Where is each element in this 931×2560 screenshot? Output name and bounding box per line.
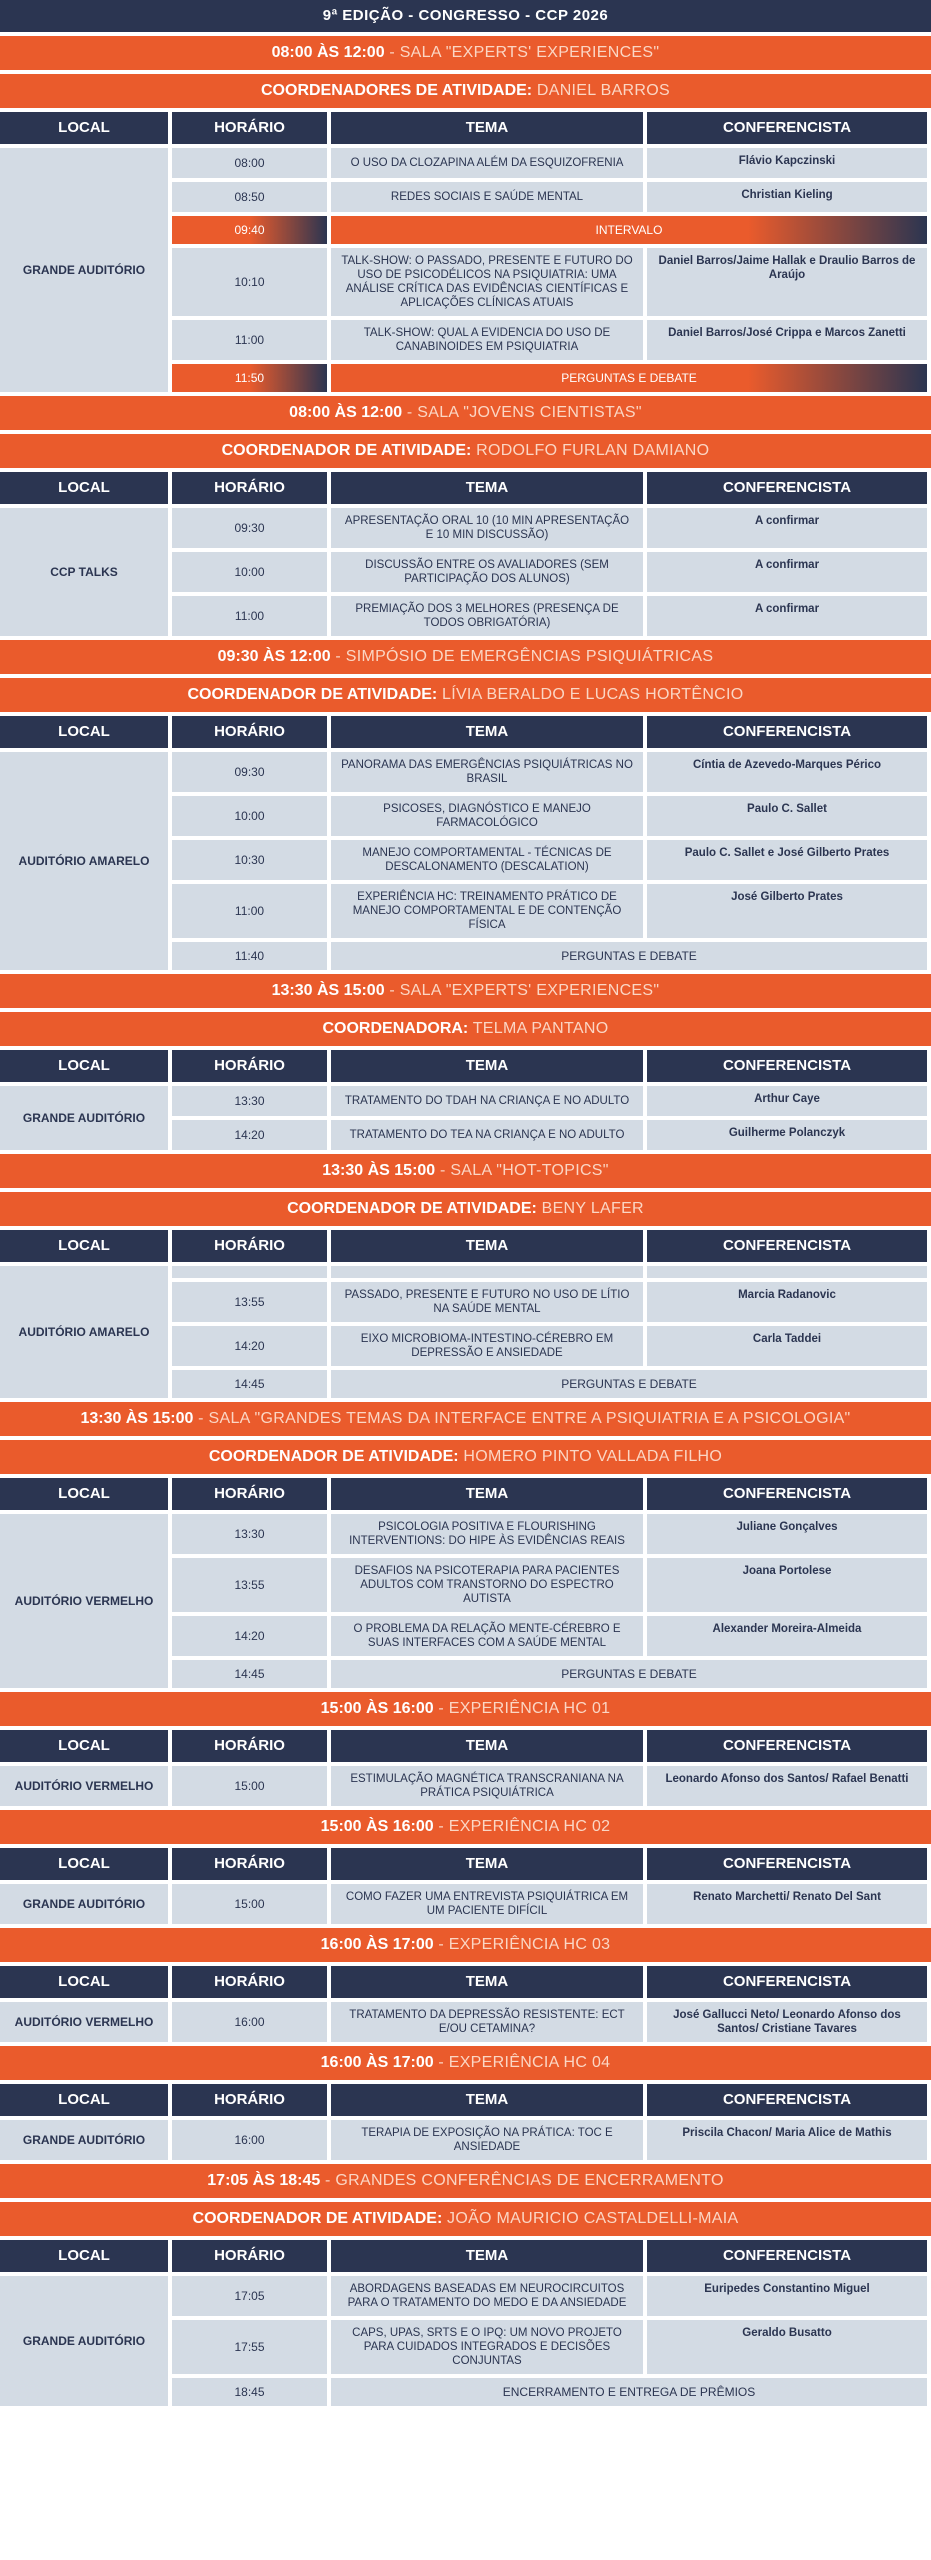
time-cell: 14:20 <box>172 1616 327 1656</box>
time-cell: 11:50 <box>172 364 327 392</box>
coordinator-label: COORDENADOR DE ATIVIDADE: <box>187 686 438 703</box>
header-tema: TEMA <box>331 1230 643 1262</box>
header-local: LOCAL <box>0 1230 168 1262</box>
time-cell: 14:20 <box>172 1326 327 1366</box>
conferencista-cell: Guilherme Polanczyk <box>647 1120 927 1150</box>
header-conferencista: CONFERENCISTA <box>647 1230 927 1262</box>
table-row <box>172 840 931 880</box>
table-row <box>172 1766 931 1806</box>
header-conferencista: CONFERENCISTA <box>647 2240 927 2272</box>
table-row <box>172 1282 931 1322</box>
span-cell: INTERVALO <box>331 216 927 244</box>
time-cell: 13:30 <box>172 1514 327 1554</box>
span-cell: ENCERRAMENTO E ENTREGA DE PRÊMIOS <box>331 2378 927 2406</box>
session-table <box>0 2276 931 2406</box>
header-local: LOCAL <box>0 1966 168 1998</box>
table-row <box>172 2276 931 2316</box>
table-row <box>172 182 931 212</box>
conferencista-cell <box>647 1266 927 1278</box>
time-cell: 17:05 <box>172 2276 327 2316</box>
conferencista-cell: A confirmar <box>647 552 927 592</box>
tema-cell: PSICOLOGIA POSITIVA E FLOURISHING INTERVENTIONS: DO HIPE ÀS EVIDÊNCIAS REAIS <box>331 1514 643 1554</box>
session-time-band <box>0 36 931 70</box>
header-conferencista: CONFERENCISTA <box>647 1730 927 1762</box>
table-row <box>172 552 931 592</box>
session-rows <box>172 1514 931 1688</box>
tema-cell: MANEJO COMPORTAMENTAL - TÉCNICAS DE DESCALONAMENTO (DESCALATION) <box>331 840 643 880</box>
local-cell: AUDITÓRIO AMARELO <box>0 752 168 970</box>
time-cell: 11:00 <box>172 320 327 360</box>
header-tema: TEMA <box>331 716 643 748</box>
coordinator-label: COORDENADOR DE ATIVIDADE: <box>192 2210 443 2227</box>
header-horario: HORÁRIO <box>172 2084 327 2116</box>
tema-cell: COMO FAZER UMA ENTREVISTA PSIQUIÁTRICA EM UM PACIENTE DIFÍCIL <box>331 1884 643 1924</box>
local-cell: GRANDE AUDITÓRIO <box>0 1086 168 1150</box>
session-table <box>0 1514 931 1688</box>
time-cell: 16:00 <box>172 2120 327 2160</box>
session-rows <box>172 2120 931 2160</box>
tema-cell: REDES SOCIAIS E SAÚDE MENTAL <box>331 182 643 212</box>
session-time: 13:30 ÀS 15:00 <box>322 1162 436 1179</box>
table-row <box>172 2320 931 2374</box>
table-header <box>0 112 931 144</box>
sessions-container <box>0 36 931 2406</box>
session-time-band <box>0 1692 931 1726</box>
header-tema: TEMA <box>331 1050 643 1082</box>
table-row <box>172 1558 931 1612</box>
header-horario: HORÁRIO <box>172 472 327 504</box>
tema-cell: DESAFIOS NA PSICOTERAPIA PARA PACIENTES ADULTOS COM TRANSTORNO DO ESPECTRO AUTISTA <box>331 1558 643 1612</box>
session-time-band <box>0 396 931 430</box>
conferencista-cell: Paulo C. Sallet e José Gilberto Prates <box>647 840 927 880</box>
header-local: LOCAL <box>0 2084 168 2116</box>
time-cell: 10:00 <box>172 796 327 836</box>
table-row <box>172 2120 931 2160</box>
table-header <box>0 1848 931 1880</box>
table-header <box>0 2240 931 2272</box>
table-header <box>0 1966 931 1998</box>
tema-cell: ABORDAGENS BASEADAS EM NEUROCIRCUITOS PARA O TRATAMENTO DO MEDO E DA ANSIEDADE <box>331 2276 643 2316</box>
coordinator-label: COORDENADOR DE ATIVIDADE: <box>287 1200 537 1217</box>
header-local: LOCAL <box>0 716 168 748</box>
coordinator-band <box>0 1440 931 1474</box>
local-cell: GRANDE AUDITÓRIO <box>0 148 168 392</box>
session-rows <box>172 508 931 636</box>
time-cell: 09:30 <box>172 752 327 792</box>
tema-cell: PREMIAÇÃO DOS 3 MELHORES (PRESENÇA DE TODOS OBRIGATÓRIA) <box>331 596 643 636</box>
session-time: 16:00 ÀS 17:00 <box>320 2054 434 2071</box>
table-header <box>0 472 931 504</box>
conferencista-cell: Arthur Caye <box>647 1086 927 1116</box>
session-rows <box>172 752 931 970</box>
header-conferencista: CONFERENCISTA <box>647 472 927 504</box>
session-time-band <box>0 1928 931 1962</box>
header-tema: TEMA <box>331 2084 643 2116</box>
conferencista-cell: Cíntia de Azevedo-Marques Périco <box>647 752 927 792</box>
session-time: 08:00 ÀS 12:00 <box>289 404 403 421</box>
tema-cell: APRESENTAÇÃO ORAL 10 (10 MIN APRESENTAÇÃO E 10 MIN DISCUSSÃO) <box>331 508 643 548</box>
header-horario: HORÁRIO <box>172 1230 327 1262</box>
table-row <box>172 1514 931 1554</box>
table-row <box>172 2002 931 2042</box>
conferencista-cell: Joana Portolese <box>647 1558 927 1612</box>
session-time-band <box>0 640 931 674</box>
header-conferencista: CONFERENCISTA <box>647 1848 927 1880</box>
session-rows <box>172 1766 931 1806</box>
session-room: - SALA "EXPERTS' EXPERIENCES" <box>384 982 660 999</box>
conferencista-cell: A confirmar <box>647 596 927 636</box>
table-row <box>172 1120 931 1150</box>
tema-cell: PANORAMA DAS EMERGÊNCIAS PSIQUIÁTRICAS NO BRASIL <box>331 752 643 792</box>
table-row <box>172 320 931 360</box>
tema-cell: TALK-SHOW: QUAL A EVIDENCIA DO USO DE CANABINOIDES EM PSIQUIATRIA <box>331 320 643 360</box>
header-local: LOCAL <box>0 1848 168 1880</box>
session-rows <box>172 2276 931 2406</box>
table-header <box>0 716 931 748</box>
time-cell: 09:30 <box>172 508 327 548</box>
header-conferencista: CONFERENCISTA <box>647 2084 927 2116</box>
conferencista-cell: Euripedes Constantino Miguel <box>647 2276 927 2316</box>
session-room: - SIMPÓSIO DE EMERGÊNCIAS PSIQUIÁTRICAS <box>330 648 714 665</box>
coordinator-band <box>0 2202 931 2236</box>
tema-cell <box>331 1266 643 1278</box>
time-cell: 17:55 <box>172 2320 327 2374</box>
coordinator-name: TELMA PANTANO <box>468 1020 609 1037</box>
header-horario: HORÁRIO <box>172 1966 327 1998</box>
header-conferencista: CONFERENCISTA <box>647 1478 927 1510</box>
session-time-band <box>0 2164 931 2198</box>
conferencista-cell: Alexander Moreira-Almeida <box>647 1616 927 1656</box>
table-row <box>172 2378 931 2406</box>
header-horario: HORÁRIO <box>172 1848 327 1880</box>
session-time-band <box>0 1402 931 1436</box>
session-time: 13:30 ÀS 15:00 <box>271 982 385 999</box>
conferencista-cell: A confirmar <box>647 508 927 548</box>
header-horario: HORÁRIO <box>172 1730 327 1762</box>
session-table <box>0 1884 931 1924</box>
span-cell: PERGUNTAS E DEBATE <box>331 1370 927 1398</box>
conferencista-cell: José Gallucci Neto/ Leonardo Afonso dos Santos/ Cristiane Tavares <box>647 2002 927 2042</box>
tema-cell: O USO DA CLOZAPINA ALÉM DA ESQUIZOFRENIA <box>331 148 643 178</box>
time-cell: 11:00 <box>172 884 327 938</box>
session-room: - SALA "JOVENS CIENTISTAS" <box>402 404 642 421</box>
conferencista-cell: Carla Taddei <box>647 1326 927 1366</box>
tema-cell: O PROBLEMA DA RELAÇÃO MENTE-CÉREBRO E SUAS INTERFACES COM A SAÚDE MENTAL <box>331 1616 643 1656</box>
header-tema: TEMA <box>331 2240 643 2272</box>
session-table <box>0 1266 931 1398</box>
table-row <box>172 508 931 548</box>
table-row <box>172 216 931 244</box>
coordinator-name: DANIEL BARROS <box>532 82 670 99</box>
table-row <box>172 1884 931 1924</box>
local-cell: GRANDE AUDITÓRIO <box>0 2120 168 2160</box>
coordinator-band <box>0 1012 931 1046</box>
coordinator-name: LÍVIA BERALDO E LUCAS HORTÊNCIO <box>437 686 744 703</box>
header-tema: TEMA <box>331 472 643 504</box>
header-tema: TEMA <box>331 112 643 144</box>
table-row <box>172 1616 931 1656</box>
table-row <box>172 364 931 392</box>
time-cell: 11:40 <box>172 942 327 970</box>
coordinator-label: COORDENADOR DE ATIVIDADE: <box>221 442 472 459</box>
tema-cell: EIXO MICROBIOMA-INTESTINO-CÉREBRO EM DEPRESSÃO E ANSIEDADE <box>331 1326 643 1366</box>
header-horario: HORÁRIO <box>172 716 327 748</box>
header-tema: TEMA <box>331 1730 643 1762</box>
header-conferencista: CONFERENCISTA <box>647 1050 927 1082</box>
coordinator-band <box>0 74 931 108</box>
table-row <box>172 1266 931 1278</box>
tema-cell: PSICOSES, DIAGNÓSTICO E MANEJO FARMACOLÓGICO <box>331 796 643 836</box>
time-cell <box>172 1266 327 1278</box>
tema-cell: TRATAMENTO DO TDAH NA CRIANÇA E NO ADULTO <box>331 1086 643 1116</box>
session-rows <box>172 148 931 392</box>
session-room: - EXPERIÊNCIA HC 04 <box>433 2054 611 2071</box>
table-header <box>0 1478 931 1510</box>
conferencista-cell: Leonardo Afonso dos Santos/ Rafael Benatti <box>647 1766 927 1806</box>
time-cell: 11:00 <box>172 596 327 636</box>
header-horario: HORÁRIO <box>172 112 327 144</box>
header-conferencista: CONFERENCISTA <box>647 112 927 144</box>
conferencista-cell: Marcia Radanovic <box>647 1282 927 1322</box>
session-room: - SALA "EXPERTS' EXPERIENCES" <box>384 44 660 61</box>
time-cell: 08:00 <box>172 148 327 178</box>
session-time-band <box>0 1154 931 1188</box>
table-row <box>172 1370 931 1398</box>
coordinator-band <box>0 434 931 468</box>
session-room: - EXPERIÊNCIA HC 01 <box>433 1700 611 1717</box>
conferencista-cell: Paulo C. Sallet <box>647 796 927 836</box>
local-cell: AUDITÓRIO VERMELHO <box>0 1766 168 1806</box>
conferencista-cell: Daniel Barros/Jaime Hallak e Draulio Barros de Araújo <box>647 248 927 316</box>
local-cell: GRANDE AUDITÓRIO <box>0 2276 168 2406</box>
table-row <box>172 1660 931 1688</box>
local-cell: CCP TALKS <box>0 508 168 636</box>
table-row <box>172 884 931 938</box>
header-horario: HORÁRIO <box>172 2240 327 2272</box>
time-cell: 13:30 <box>172 1086 327 1116</box>
span-cell: PERGUNTAS E DEBATE <box>331 942 927 970</box>
header-tema: TEMA <box>331 1478 643 1510</box>
time-cell: 13:55 <box>172 1282 327 1322</box>
header-local: LOCAL <box>0 1730 168 1762</box>
table-header <box>0 2084 931 2116</box>
header-local: LOCAL <box>0 472 168 504</box>
session-time-band <box>0 2046 931 2080</box>
coordinator-label: COORDENADORES DE ATIVIDADE: <box>261 82 533 99</box>
table-header <box>0 1050 931 1082</box>
tema-cell: ESTIMULAÇÃO MAGNÉTICA TRANSCRANIANA NA PRÁTICA PSIQUIÁTRICA <box>331 1766 643 1806</box>
time-cell: 13:55 <box>172 1558 327 1612</box>
coordinator-name: RODOLFO FURLAN DAMIANO <box>471 442 710 459</box>
tema-cell: EXPERIÊNCIA HC: TREINAMENTO PRÁTICO DE MANEJO COMPORTAMENTAL E DE CONTENÇÃO FÍSICA <box>331 884 643 938</box>
table-row <box>172 1326 931 1366</box>
session-room: - SALA "HOT-TOPICS" <box>435 1162 609 1179</box>
session-time: 13:30 ÀS 15:00 <box>80 1410 194 1427</box>
header-conferencista: CONFERENCISTA <box>647 716 927 748</box>
local-cell: GRANDE AUDITÓRIO <box>0 1884 168 1924</box>
coordinator-label: COORDENADORA: <box>322 1020 469 1037</box>
table-row <box>172 1086 931 1116</box>
header-local: LOCAL <box>0 1478 168 1510</box>
session-time: 17:05 ÀS 18:45 <box>207 2172 321 2189</box>
session-rows <box>172 1266 931 1398</box>
tema-cell: TERAPIA DE EXPOSIÇÃO NA PRÁTICA: TOC E ANSIEDADE <box>331 2120 643 2160</box>
time-cell: 08:50 <box>172 182 327 212</box>
tema-cell: PASSADO, PRESENTE E FUTURO NO USO DE LÍTIO NA SAÚDE MENTAL <box>331 1282 643 1322</box>
header-tema: TEMA <box>331 1848 643 1880</box>
header-tema: TEMA <box>331 1966 643 1998</box>
conferencista-cell: Geraldo Busatto <box>647 2320 927 2374</box>
session-room: - SALA "GRANDES TEMAS DA INTERFACE ENTRE A PSIQUIATRIA E A PSICOLOGIA" <box>193 1410 851 1427</box>
time-cell: 14:45 <box>172 1660 327 1688</box>
header-horario: HORÁRIO <box>172 1478 327 1510</box>
session-table <box>0 148 931 392</box>
session-time: 16:00 ÀS 17:00 <box>320 1936 434 1953</box>
session-table <box>0 2120 931 2160</box>
time-cell: 15:00 <box>172 1884 327 1924</box>
conferencista-cell: Christian Kieling <box>647 182 927 212</box>
session-time-band <box>0 1810 931 1844</box>
coordinator-name: BENY LAFER <box>536 1200 644 1217</box>
header-conferencista: CONFERENCISTA <box>647 1966 927 1998</box>
session-rows <box>172 1884 931 1924</box>
table-row <box>172 596 931 636</box>
table-row <box>172 248 931 316</box>
session-time: 15:00 ÀS 16:00 <box>320 1818 434 1835</box>
time-cell: 14:20 <box>172 1120 327 1150</box>
session-table <box>0 752 931 970</box>
conferencista-cell: Flávio Kapczinski <box>647 148 927 178</box>
span-cell: PERGUNTAS E DEBATE <box>331 364 927 392</box>
conferencista-cell: José Gilberto Prates <box>647 884 927 938</box>
table-header <box>0 1730 931 1762</box>
session-time: 09:30 ÀS 12:00 <box>217 648 331 665</box>
local-cell: AUDITÓRIO VERMELHO <box>0 1514 168 1688</box>
coordinator-band <box>0 678 931 712</box>
table-row <box>172 752 931 792</box>
tema-cell: TRATAMENTO DA DEPRESSÃO RESISTENTE: ECT E/OU CETAMINA? <box>331 2002 643 2042</box>
conferencista-cell: Renato Marchetti/ Renato Del Sant <box>647 1884 927 1924</box>
conferencista-cell: Daniel Barros/José Crippa e Marcos Zanetti <box>647 320 927 360</box>
tema-cell: TRATAMENTO DO TEA NA CRIANÇA E NO ADULTO <box>331 1120 643 1150</box>
session-table <box>0 1766 931 1806</box>
time-cell: 10:30 <box>172 840 327 880</box>
coordinator-name: HOMERO PINTO VALLADA FILHO <box>458 1448 723 1465</box>
session-table <box>0 1086 931 1150</box>
table-row <box>172 942 931 970</box>
header-local: LOCAL <box>0 1050 168 1082</box>
table-header <box>0 1230 931 1262</box>
table-row <box>172 148 931 178</box>
session-room: - GRANDES CONFERÊNCIAS DE ENCERRAMENTO <box>320 2172 724 2189</box>
page-title: 9ª EDIÇÃO - CONGRESSO - CCP 2026 <box>0 0 931 32</box>
session-table <box>0 508 931 636</box>
local-cell: AUDITÓRIO VERMELHO <box>0 2002 168 2042</box>
local-cell: AUDITÓRIO AMARELO <box>0 1266 168 1398</box>
session-time: 15:00 ÀS 16:00 <box>320 1700 434 1717</box>
conferencista-cell: Priscila Chacon/ Maria Alice de Mathis <box>647 2120 927 2160</box>
header-local: LOCAL <box>0 112 168 144</box>
session-room: - EXPERIÊNCIA HC 03 <box>433 1936 611 1953</box>
time-cell: 18:45 <box>172 2378 327 2406</box>
session-rows <box>172 1086 931 1150</box>
coordinator-label: COORDENADOR DE ATIVIDADE: <box>208 1448 459 1465</box>
time-cell: 15:00 <box>172 1766 327 1806</box>
conferencista-cell: Juliane Gonçalves <box>647 1514 927 1554</box>
time-cell: 09:40 <box>172 216 327 244</box>
time-cell: 16:00 <box>172 2002 327 2042</box>
session-rows <box>172 2002 931 2042</box>
time-cell: 10:10 <box>172 248 327 316</box>
header-local: LOCAL <box>0 2240 168 2272</box>
tema-cell: CAPS, UPAS, SRTS E O IPQ: UM NOVO PROJETO PARA CUIDADOS INTEGRADOS E DECISÕES CONJUNTAS <box>331 2320 643 2374</box>
session-room: - EXPERIÊNCIA HC 02 <box>433 1818 611 1835</box>
session-time-band <box>0 974 931 1008</box>
span-cell: PERGUNTAS E DEBATE <box>331 1660 927 1688</box>
tema-cell: DISCUSSÃO ENTRE OS AVALIADORES (SEM PARTICIPAÇÃO DOS ALUNOS) <box>331 552 643 592</box>
session-table <box>0 2002 931 2042</box>
time-cell: 10:00 <box>172 552 327 592</box>
header-horario: HORÁRIO <box>172 1050 327 1082</box>
table-row <box>172 796 931 836</box>
coordinator-band <box>0 1192 931 1226</box>
time-cell: 14:45 <box>172 1370 327 1398</box>
tema-cell: TALK-SHOW: O PASSADO, PRESENTE E FUTURO DO USO DE PSICODÉLICOS NA PSIQUIATRIA: UMA ANÁLISE CRÍTICA DAS EVIDÊNCIAS CIENTÍFICAS E APLICAÇÕES CLÍNICAS ATUAIS <box>331 248 643 316</box>
session-time: 08:00 ÀS 12:00 <box>271 44 385 61</box>
coordinator-name: JOÃO MAURICIO CASTALDELLI-MAIA <box>442 2210 739 2227</box>
